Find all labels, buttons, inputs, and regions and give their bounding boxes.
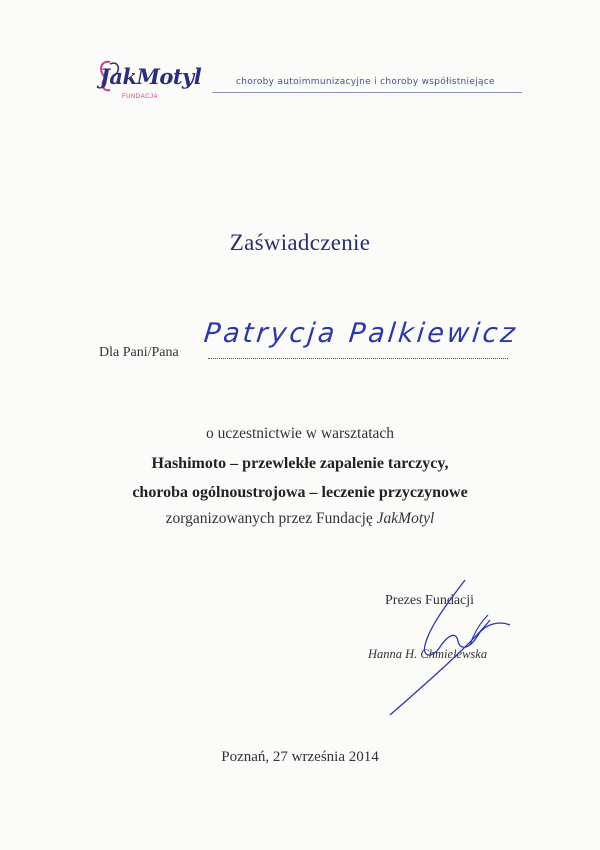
logo-wordmark: JakMotyl bbox=[100, 64, 202, 89]
certificate-title: Zaświadczenie bbox=[229, 230, 371, 255]
recipient-name-handwritten: Patrycja Palkiewicz bbox=[202, 318, 520, 349]
organizer-prefix: zorganizowanych przez Fundację bbox=[165, 510, 373, 527]
participation-text: o uczestnictwie w warsztatach bbox=[205, 425, 395, 442]
organizer-name: JakMotyl bbox=[376, 510, 435, 527]
recipient-dotted-line bbox=[208, 358, 508, 359]
header-divider bbox=[212, 92, 522, 93]
signature-role: Prezes Fundacji bbox=[385, 593, 475, 608]
organizer-line bbox=[0, 510, 600, 528]
place-and-date: Poznań, 27 września 2014 bbox=[221, 749, 379, 765]
workshop-title-line1: Hashimoto – przewlekłe zapalenie tarczycy, bbox=[151, 455, 449, 472]
workshop-title-line2: choroba ogólnoustrojowa – leczenie przyczynowe bbox=[132, 484, 468, 501]
header-tagline: choroby autoimmunizacyjne i choroby współistniejące bbox=[236, 77, 495, 87]
signature-name: Hanna H. Chmielewska bbox=[368, 647, 488, 661]
recipient-label: Dla Pani/Pana bbox=[99, 345, 179, 360]
logo-subtext: FUNDACJA bbox=[122, 94, 159, 100]
handwritten-signature bbox=[370, 575, 520, 720]
foundation-logo bbox=[96, 58, 236, 108]
